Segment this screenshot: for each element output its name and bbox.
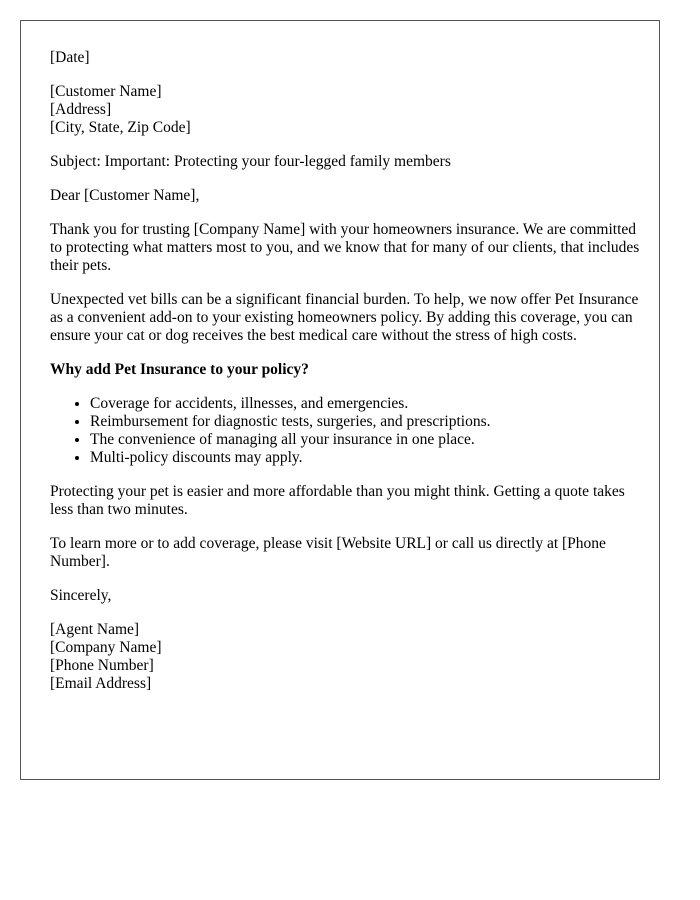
letter-subject: Subject: Important: Protecting your four-legged family members: [50, 153, 451, 170]
benefit-item: • Reimbursement for diagnostic tests, surgeries, and prescriptions.: [90, 413, 640, 431]
signature-phone-number: [Phone Number]: [50, 657, 154, 674]
signature-company-name: [Company Name]: [50, 639, 162, 656]
letter-salutation: Dear [Customer Name],: [50, 187, 200, 204]
benefit-item: • Coverage for accidents, illnesses, and emergencies.: [90, 395, 640, 413]
benefit-item: • Multi-policy discounts may apply.: [90, 449, 640, 467]
paragraph-quote: Protecting your pet is easier and more affordable than you might think. Getting a quote takes less than two minutes.: [50, 483, 625, 518]
benefit-item: • The convenience of managing all your insurance in one place.: [90, 431, 640, 449]
recipient-address: [Address]: [50, 101, 112, 118]
letter-date: [Date]: [50, 49, 90, 66]
letter-closing: Sincerely,: [50, 587, 112, 604]
signature-agent-name: [Agent Name]: [50, 621, 140, 638]
benefits-list: [50, 395, 640, 467]
signature-email-address: [Email Address]: [50, 675, 152, 692]
recipient-name: [Customer Name]: [50, 83, 162, 100]
paragraph-offer: Unexpected vet bills can be a significant financial burden. To help, we now offer Pet Insurance as a convenient add-on to your existing homeowners policy. By adding this coverage, you can ensure your cat or dog receives the best medical care without the stress of high costs.: [50, 291, 639, 344]
paragraph-intro: Thank you for trusting [Company Name] with your homeowners insurance. We are committed to protecting what matters most to you, and we know that for many of our clients, that includes their pets.: [50, 221, 640, 274]
recipient-city-state-zip: [City, State, Zip Code]: [50, 119, 191, 136]
paragraph-contact: To learn more or to add coverage, please visit [Website URL] or call us directly at [Phone Number].: [50, 535, 606, 570]
recipient-block: [50, 83, 640, 137]
benefits-heading: Why add Pet Insurance to your policy?: [50, 361, 309, 378]
signature-block: [50, 621, 640, 693]
letter-page: [20, 20, 660, 780]
letter-body: [50, 49, 640, 709]
